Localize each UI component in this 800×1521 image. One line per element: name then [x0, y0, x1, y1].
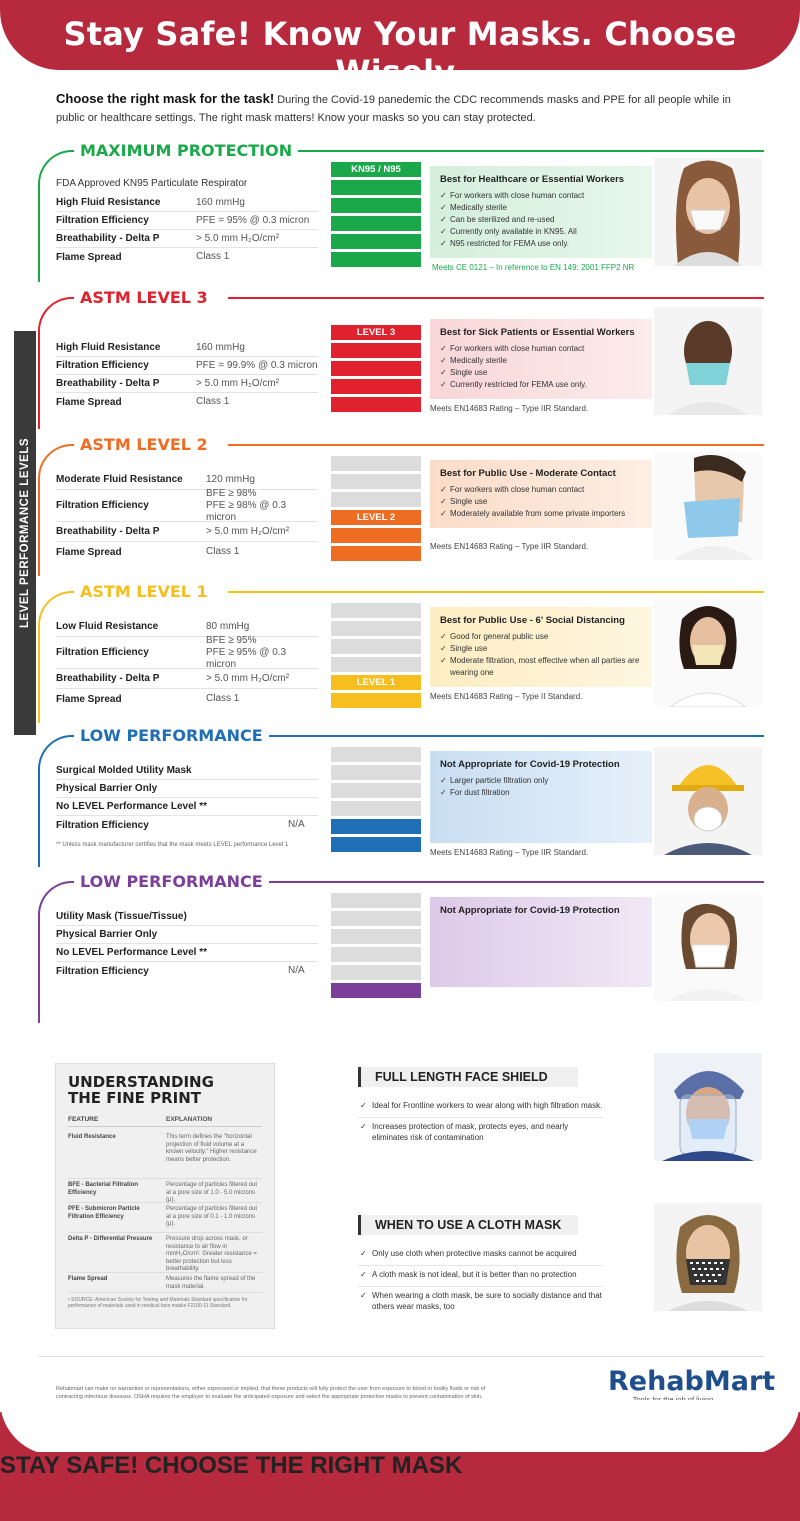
- card-title: Not Appropriate for Covid-19 Protection: [440, 905, 620, 916]
- fine-print-title: UNDERSTANDING THE FINE PRINT: [68, 1073, 214, 1107]
- level-bar: [331, 693, 421, 708]
- page-title: Stay Safe! Know Your Masks. Choose Wisely.: [63, 15, 737, 91]
- surgical-mask-photo: [654, 452, 762, 560]
- surgical-mask-photo: [654, 307, 762, 415]
- spec-table: [56, 617, 318, 709]
- level-bar-empty: [331, 492, 421, 507]
- card-standard: Meets EN14683 Rating – Type IIR Standard.: [430, 404, 589, 413]
- card-title: Best for Public Use - 6' Social Distancing: [440, 615, 625, 626]
- level-bar-empty: [331, 747, 421, 762]
- card-bullets: [440, 775, 642, 799]
- intro-text: [56, 90, 756, 127]
- card-bullet: ✓ Good for general public use: [440, 631, 642, 643]
- level-bar: [331, 252, 421, 267]
- section-title: LOW PERFORMANCE: [78, 873, 269, 891]
- spec-row: Flame Spread Class 1: [56, 546, 240, 558]
- intro-lead: Choose the right mask for the task!: [56, 91, 275, 106]
- level-bar-label: LEVEL 3: [331, 325, 421, 340]
- info-card: [430, 166, 652, 272]
- card-title: Best for Sick Patients or Essential Workers: [440, 327, 635, 338]
- cloth-mask-title: WHEN TO USE A CLOTH MASK: [358, 1215, 578, 1235]
- spec-table: [56, 172, 318, 266]
- face-shield-bullets: [358, 1097, 603, 1149]
- level-bars: [331, 162, 421, 270]
- level-bar-empty: [331, 965, 421, 980]
- section-title: LOW PERFORMANCE: [78, 727, 269, 745]
- spec-row: Physical Barrier Only: [56, 926, 318, 944]
- intro-body: During the Covid-19 panedemic the CDC recommends masks and PPE for all people while in public or healthcare settings. The right mask matters! Know your masks so you can stay protected.: [56, 94, 731, 124]
- card-bullets: [440, 343, 642, 391]
- spec-row: Filtration Efficiency N/A: [56, 819, 305, 831]
- card-bullet: ✓ For workers with close human contact: [440, 190, 642, 202]
- card-bullet: ✓ Medically sterile: [440, 355, 642, 367]
- logo-name: RehabMart: [608, 1366, 776, 1397]
- level-bar: [331, 837, 421, 852]
- spec-row: Filtration Efficiency BFE ≥ 95% PFE ≥ 95% @ 0.3 micron: [56, 637, 318, 669]
- procedure-mask-photo: [654, 599, 762, 707]
- table-row: PFE - Submicron Particle Filtration Efficiency Percentage of particles filtered out at a pore size of 0.1 - 1.0 microns (μ).: [68, 1203, 262, 1233]
- footer-curve: [0, 1400, 800, 1455]
- card-bullet: ✓ Currently only available in KN95. All: [440, 226, 642, 238]
- spec-row: Flame Spread Class 1: [56, 396, 230, 408]
- level-sidebar: [14, 331, 36, 735]
- level-bar: [331, 216, 421, 231]
- spec-row: Filtration Efficiency PFE = 99.9% @ 0.3 micron: [56, 357, 318, 375]
- spec-row: Utility Mask (Tissue/Tissue): [56, 908, 318, 926]
- card-bullet: ✓ For workers with close human contact: [440, 343, 642, 355]
- spec-row: Filtration Efficiency PFE = 95% @ 0.3 micron: [56, 212, 318, 230]
- level-bar: [331, 983, 421, 998]
- spec-footnote: ** Unless mask manufacturer certifies that the mask meets LEVEL performance Level 1: [56, 842, 289, 848]
- section-rule: [278, 150, 764, 152]
- card-bullets: [440, 631, 642, 679]
- level-bar-empty: [331, 474, 421, 489]
- list-item: ✓ Ideal for Frontline workers to wear along with high filtration mask.: [358, 1097, 603, 1118]
- section-maximum-protection: [38, 142, 764, 282]
- level-bar-label: LEVEL 1: [331, 675, 421, 690]
- info-card: [430, 607, 652, 701]
- level-bar-empty: [331, 603, 421, 618]
- face-shield-title: FULL LENGTH FACE SHIELD: [358, 1067, 578, 1087]
- card-standard: Meets EN14683 Rating – Type IIR Standard.: [430, 848, 589, 857]
- cloth-mask-bullets: [358, 1245, 603, 1318]
- section-title: MAXIMUM PROTECTION: [78, 142, 298, 160]
- tissue-mask-photo: [654, 893, 762, 1001]
- spec-table: [56, 762, 318, 848]
- list-item: ✓ Only use cloth when protective masks cannot be acquired: [358, 1245, 603, 1266]
- spec-row: Breathability - Delta P > 5.0 mm H₂O/cm²: [56, 375, 318, 393]
- spec-row: Physical Barrier Only: [56, 780, 318, 798]
- footer-title: STAY SAFE! CHOOSE THE RIGHT MASK: [0, 1452, 463, 1479]
- level-bar: [331, 234, 421, 249]
- spec-row: High Fluid Resistance 160 mmHg: [56, 194, 318, 212]
- level-bar-empty: [331, 621, 421, 636]
- section-title: ASTM LEVEL 2: [78, 436, 214, 454]
- card-title: Not Appropriate for Covid-19 Protection: [440, 759, 620, 770]
- spec-row: Filtration Efficiency BFE ≥ 98% PFE ≥ 98% @ 0.3 micron: [56, 490, 318, 522]
- card-standard: Meets EN14683 Rating – Type IIR Standard.: [430, 542, 589, 551]
- spec-row: Flame Spread Class 1: [56, 693, 240, 705]
- card-bullet: ✓ Single use: [440, 367, 642, 379]
- level-bar: [331, 361, 421, 376]
- section-astm-level-1: [38, 583, 764, 723]
- card-bullet: ✓ Larger particle filtration only: [440, 775, 642, 787]
- kn95-mask-photo: [654, 158, 762, 266]
- level-bar: [331, 180, 421, 195]
- spec-row: No LEVEL Performance Level **: [56, 798, 318, 816]
- card-bullet: ✓ Currently restricted for FEMA use only.: [440, 379, 642, 391]
- spec-row: Low Fluid Resistance 80 mmHg: [56, 617, 318, 637]
- section-title: ASTM LEVEL 3: [78, 289, 214, 307]
- level-bar: [331, 397, 421, 412]
- cloth-mask-photo: [654, 1203, 762, 1311]
- fine-print-box: [55, 1063, 275, 1329]
- table-row: Delta P - Differential Pressure Pressure drop across mask, or resistance to air flow in mmH₂O/cm². Greater resistance = better protection but less breathability.: [68, 1233, 262, 1273]
- level-bar-empty: [331, 893, 421, 908]
- spec-row: Moderate Fluid Resistance 120 mmHg: [56, 470, 318, 490]
- card-bullet: ✓ Single use: [440, 643, 642, 655]
- fine-print-header: FEATURE EXPLANATION: [68, 1116, 262, 1127]
- list-item: ✓ Increases protection of mask, protects eyes, and nearly eliminates risk of contamination: [358, 1118, 603, 1149]
- card-bullet: ✓ Can be sterilized and re-used: [440, 214, 642, 226]
- info-card: [430, 897, 652, 987]
- card-bullet: ✓ Moderate filtration, most effective when all parties are wearing one: [440, 655, 642, 679]
- level-bar: [331, 198, 421, 213]
- level-bars: [331, 747, 421, 855]
- table-row: Fluid Resistance This term defines the "horizontal projection of fluid volume at a known velocity." Higher resistance means better protection.: [68, 1131, 262, 1179]
- face-shield-section: [358, 1067, 620, 1149]
- level-bar: [331, 528, 421, 543]
- spec-table: [56, 908, 318, 980]
- level-bars: [331, 603, 421, 711]
- table-row: Flame Spread Measures the flame spread of the mask material.: [68, 1273, 262, 1293]
- card-bullet: ✓ N95 restricted for FEMA use only.: [440, 238, 642, 250]
- card-title: Best for Public Use - Moderate Contact: [440, 468, 616, 479]
- level-bar-empty: [331, 657, 421, 672]
- section-title: ASTM LEVEL 1: [78, 583, 214, 601]
- list-item: ✓ When wearing a cloth mask, be sure to socially distance and that others wear masks, too: [358, 1287, 603, 1318]
- card-bullet: ✓ For dust filtration: [440, 787, 642, 799]
- spec-row: Breathability - Delta P > 5.0 mm H₂O/cm²: [56, 230, 318, 248]
- card-bullet: ✓ Single use: [440, 496, 642, 508]
- spec-row: No LEVEL Performance Level **: [56, 944, 318, 962]
- card-standard: Meets CE 0121 – In reference to EN 149: 2001 FFP2 NR: [432, 263, 635, 272]
- level-bar: [331, 546, 421, 561]
- spec-row: High Fluid Resistance 160 mmHg: [56, 339, 318, 357]
- card-title: Best for Healthcare or Essential Workers: [440, 174, 625, 185]
- info-card: [430, 319, 652, 413]
- card-bullets: [440, 190, 642, 250]
- list-item: ✓ A cloth mask is not ideal, but it is better than no protection: [358, 1266, 603, 1287]
- level-bar-empty: [331, 783, 421, 798]
- spec-row: Filtration Efficiency N/A: [56, 965, 305, 977]
- level-bar-empty: [331, 929, 421, 944]
- table-row: BFE - Bacterial Filtration Efficiency Percentage of particles filtered out at a pore size of 1.0 - 5.0 microns (μ).: [68, 1179, 262, 1203]
- spec-table: [56, 339, 318, 411]
- level-bars: [331, 893, 421, 1001]
- level-bars: [331, 325, 421, 415]
- level-bars: [331, 456, 421, 564]
- level-bar: [331, 819, 421, 834]
- level-bar-empty: [331, 639, 421, 654]
- level-bar-empty: [331, 456, 421, 471]
- level-bar-empty: [331, 801, 421, 816]
- face-shield-photo: [654, 1053, 762, 1161]
- level-bar-empty: [331, 911, 421, 926]
- info-card: [430, 460, 652, 551]
- header-banner: [0, 0, 800, 91]
- fine-print-source: • SOURCE: American Society for Testing and Materials Standard specification for performance of materials used in medical face masks F2100-11 Standard.: [68, 1297, 248, 1309]
- section-low-performance-molded: [38, 727, 764, 867]
- level-bar-label: KN95 / N95: [331, 162, 421, 177]
- divider: [38, 1356, 764, 1357]
- level-bar-empty: [331, 947, 421, 962]
- cloth-mask-section: [358, 1215, 620, 1318]
- dust-mask-worker-photo: [654, 747, 762, 855]
- spec-table: [56, 470, 318, 562]
- spec-subtitle: FDA Approved KN95 Particulate Respirator: [56, 177, 248, 189]
- section-astm-level-2: [38, 436, 764, 576]
- spec-row: Flame Spread Class 1: [56, 251, 230, 263]
- spec-row: Surgical Molded Utility Mask: [56, 762, 318, 780]
- section-astm-level-3: [38, 289, 764, 429]
- level-bar-empty: [331, 765, 421, 780]
- level-bar-label: LEVEL 2: [331, 510, 421, 525]
- level-bar: [331, 343, 421, 358]
- section-low-performance-tissue: [38, 873, 764, 1023]
- sidebar-label: LEVEL PERFORMANCE LEVELS: [19, 437, 31, 629]
- level-bar: [331, 379, 421, 394]
- card-standard: Meets EN14683 Rating – Type II Standard.: [430, 692, 583, 701]
- card-bullets: [440, 484, 642, 520]
- disclaimer: Rehabmart can make no warranties or representations, either expressed or implied, that these products will fully protect the user from exposure to blood or bodily fluids or risk of contracting infectious diseases. OSHA requires the employer to evaluate the anticipated exposure and select the appropriate protective masks to prevent contamination of skin,: [56, 1386, 486, 1400]
- info-card: [430, 751, 652, 857]
- card-bullet: ✓ Moderately available from some private importers: [440, 508, 642, 520]
- spec-row: Breathability - Delta P > 5.0 mm H₂O/cm²: [56, 669, 318, 689]
- card-bullet: ✓ Medically sterile: [440, 202, 642, 214]
- spec-row: Breathability - Delta P > 5.0 mm H₂O/cm²: [56, 522, 318, 542]
- card-bullet: ✓ For workers with close human contact: [440, 484, 642, 496]
